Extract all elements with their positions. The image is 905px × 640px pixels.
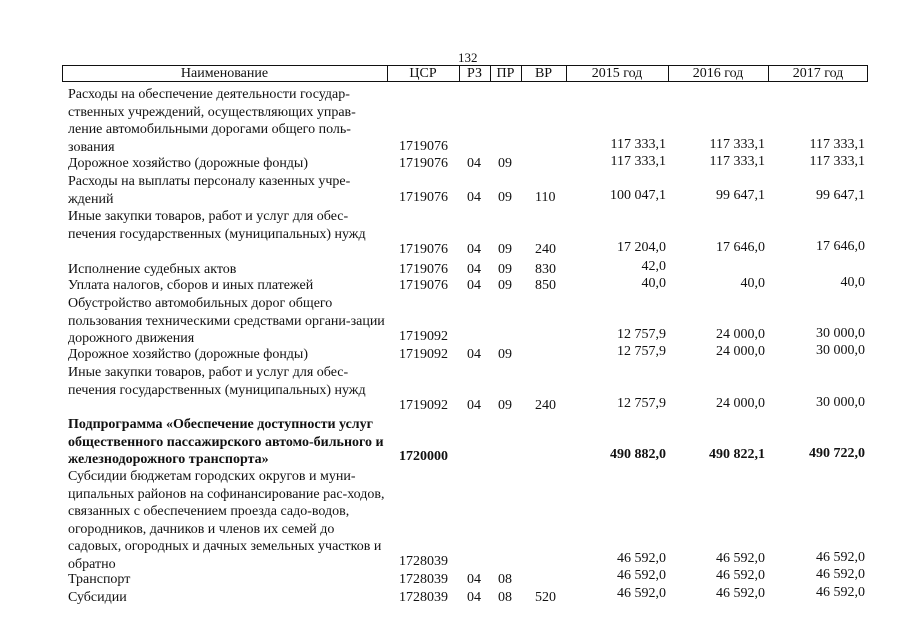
row-name: Субсидии xyxy=(68,590,127,605)
row-pr: 09 xyxy=(498,398,512,413)
row-2017: 99 647,1 xyxy=(816,188,865,203)
row-2015: 40,0 xyxy=(641,276,666,291)
row-vr: 110 xyxy=(535,190,556,205)
row-2015: 100 047,1 xyxy=(610,188,666,203)
row-2015: 46 592,0 xyxy=(617,568,666,583)
row-vr: 830 xyxy=(535,262,556,277)
row-2017: 490 722,0 xyxy=(809,446,865,461)
header-rz: РЗ xyxy=(467,66,482,81)
header-2016: 2016 год xyxy=(692,66,744,81)
row-name: Расходы на обеспечение деятельности государ-ственных учреждений, осуществляющих управ-ление автомобильными дорогами общего поль-зования xyxy=(68,87,356,155)
row-vr: 240 xyxy=(535,242,556,257)
row-2015: 46 592,0 xyxy=(617,586,666,601)
row-2016: 46 592,0 xyxy=(716,551,765,566)
row-2017: 46 592,0 xyxy=(816,585,865,600)
row-2017: 117 333,1 xyxy=(809,137,865,152)
row-2015: 42,0 xyxy=(641,259,666,274)
row-pr: 09 xyxy=(498,278,512,293)
subprogram-name: Подпрограмма «Обеспечение доступности услуг общественного пассажирского автомо-бильного и железнодорожного транспорта» xyxy=(68,417,384,467)
row-csr: 1728039 xyxy=(399,554,448,569)
row-pr: 09 xyxy=(498,347,512,362)
row-rz: 04 xyxy=(467,398,481,413)
row-2016: 490 822,1 xyxy=(709,447,765,462)
row-2017: 30 000,0 xyxy=(816,395,865,410)
row-2015: 12 757,9 xyxy=(617,344,666,359)
row-2016: 99 647,1 xyxy=(716,188,765,203)
row-csr: 1719076 xyxy=(399,262,448,277)
row-2017: 46 592,0 xyxy=(816,550,865,565)
row-name: Субсидии бюджетам городских округов и муни-ципальных районов на софинансирование рас-ходов, связанных с обеспечением проезда садо-водов, огородников, дачников и членов их семей до садовых, огородных и дачных земельных участков и обратно xyxy=(68,469,385,572)
header-vr: ВР xyxy=(534,66,553,81)
row-2017: 30 000,0 xyxy=(816,326,865,341)
row-vr: 850 xyxy=(535,278,556,293)
row-pr: 09 xyxy=(498,156,512,171)
header-csr: ЦСР xyxy=(409,66,437,81)
row-2015: 117 333,1 xyxy=(610,137,666,152)
row-2015: 490 882,0 xyxy=(610,447,666,462)
row-2017: 46 592,0 xyxy=(816,567,865,582)
row-rz: 04 xyxy=(467,278,481,293)
row-2017: 17 646,0 xyxy=(816,239,865,254)
row-name: Уплата налогов, сборов и иных платежей xyxy=(68,278,314,293)
row-vr: 520 xyxy=(535,590,556,605)
row-2015: 46 592,0 xyxy=(617,551,666,566)
row-2016: 46 592,0 xyxy=(716,586,765,601)
row-rz: 04 xyxy=(467,347,481,362)
row-pr: 09 xyxy=(498,190,512,205)
row-rz: 04 xyxy=(467,572,481,587)
row-2017: 40,0 xyxy=(840,275,865,290)
row-2016: 117 333,1 xyxy=(709,154,765,169)
row-rz: 04 xyxy=(467,590,481,605)
row-pr: 08 xyxy=(498,590,512,605)
row-pr: 08 xyxy=(498,572,512,587)
row-csr: 1728039 xyxy=(399,572,448,587)
row-name: Обустройство автомобильных дорог общего пользования техническими средствами органи-зации дорожного движения xyxy=(68,296,385,346)
row-csr: 1719076 xyxy=(399,242,448,257)
row-2016: 24 000,0 xyxy=(716,396,765,411)
row-2017: 117 333,1 xyxy=(809,154,865,169)
row-rz: 04 xyxy=(467,156,481,171)
page-number: 132 xyxy=(458,50,478,65)
header-name: Наименование xyxy=(180,66,269,81)
row-2017: 30 000,0 xyxy=(816,343,865,358)
header-2015: 2015 год xyxy=(591,66,643,81)
table-header xyxy=(62,65,868,82)
row-name: Транспорт xyxy=(68,572,131,587)
row-pr: 09 xyxy=(498,262,512,277)
row-2016: 17 646,0 xyxy=(716,240,765,255)
row-name: Исполнение судебных актов xyxy=(68,262,237,277)
row-2015: 12 757,9 xyxy=(617,396,666,411)
row-csr: 1719076 xyxy=(399,278,448,293)
row-name: Иные закупки товаров, работ и услуг для обес-печения государственных (муниципальных) нужд xyxy=(68,209,366,242)
row-name: Дорожное хозяйство (дорожные фонды) xyxy=(68,156,309,171)
row-2016: 24 000,0 xyxy=(716,344,765,359)
row-csr: 1720000 xyxy=(399,449,448,464)
row-pr: 09 xyxy=(498,242,512,257)
row-csr: 1719092 xyxy=(399,398,448,413)
row-rz: 04 xyxy=(467,190,481,205)
row-2016: 117 333,1 xyxy=(709,137,765,152)
row-2016: 24 000,0 xyxy=(716,327,765,342)
row-csr: 1719092 xyxy=(399,329,448,344)
row-csr: 1728039 xyxy=(399,590,448,605)
row-csr: 1719076 xyxy=(399,190,448,205)
row-name: Иные закупки товаров, работ и услуг для обес-печения государственных (муниципальных) нужд xyxy=(68,365,366,398)
row-2016: 40,0 xyxy=(740,276,765,291)
row-name: Расходы на выплаты персоналу казенных учре-ждений xyxy=(68,174,351,207)
header-pr: ПР xyxy=(496,66,515,81)
row-2015: 12 757,9 xyxy=(617,327,666,342)
row-2015: 117 333,1 xyxy=(610,154,666,169)
row-rz: 04 xyxy=(467,262,481,277)
row-vr: 240 xyxy=(535,398,556,413)
row-name: Дорожное хозяйство (дорожные фонды) xyxy=(68,347,309,362)
row-csr: 1719076 xyxy=(399,139,448,154)
row-csr: 1719092 xyxy=(399,347,448,362)
row-rz: 04 xyxy=(467,242,481,257)
row-2016: 46 592,0 xyxy=(716,568,765,583)
row-2015: 17 204,0 xyxy=(617,240,666,255)
row-csr: 1719076 xyxy=(399,156,448,171)
header-2017: 2017 год xyxy=(792,66,844,81)
